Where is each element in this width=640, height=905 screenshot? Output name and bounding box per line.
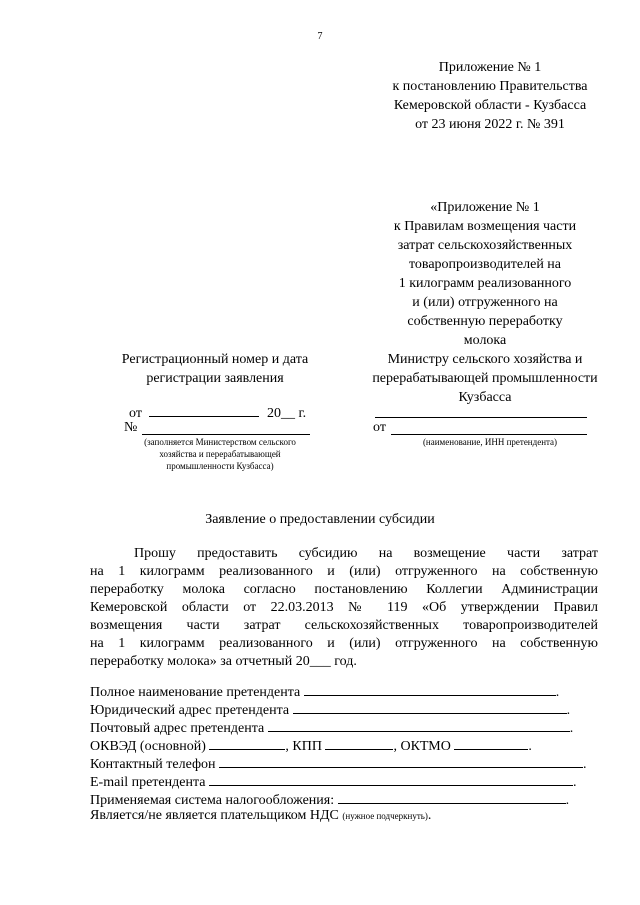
- vat-label[interactable]: Является/не является плательщиком НДС: [90, 808, 339, 823]
- registration-note-line: (заполняется Министерством сельского: [144, 437, 296, 447]
- applicant-input[interactable]: [391, 434, 587, 435]
- appendix-rules: [360, 198, 610, 350]
- field-terminator: .: [555, 685, 560, 700]
- registration-date-row: [129, 404, 306, 422]
- legal-address-label: Юридический адрес претендента: [90, 703, 290, 718]
- field-vat: [90, 808, 431, 824]
- phone-label: Контактный телефон: [90, 757, 216, 772]
- addressee-line: Министру сельского хозяйства и: [387, 352, 583, 367]
- addressee-line: Кузбасса: [458, 390, 512, 405]
- field-email: [90, 772, 576, 791]
- addressee: [355, 350, 615, 407]
- oktmo-input[interactable]: [454, 736, 528, 750]
- tax-system-input[interactable]: [338, 790, 566, 804]
- field-terminator: .: [528, 739, 532, 754]
- body-line: на 1 килограмм реализованного и (или) отгруженного на собственную: [90, 636, 598, 651]
- appendix-header-line: Кемеровской области - Кузбасса: [393, 98, 587, 113]
- addressee-blank-line[interactable]: [375, 417, 587, 418]
- oktmo-label: , ОКТМО: [393, 739, 451, 754]
- body-line: переработку молока» за отчетный 20___ год.: [90, 654, 357, 669]
- kpp-input[interactable]: [325, 736, 393, 750]
- postal-address-label: Почтовый адрес претендента: [90, 721, 265, 736]
- field-terminator: .: [566, 703, 571, 718]
- field-terminator: .: [569, 721, 574, 736]
- registration-note: [115, 436, 325, 472]
- appendix-rules-line: затрат сельскохозяйственных: [397, 238, 573, 253]
- kpp-label: , КПП: [285, 739, 322, 754]
- field-terminator: .: [427, 808, 432, 823]
- registration-heading-line: регистрации заявления: [146, 371, 284, 386]
- field-codes: [90, 736, 532, 755]
- appendix-rules-line: к Правилам возмещения части: [393, 219, 577, 234]
- body-line: Прошу предоставить субсидию на возмещение части затрат: [134, 546, 598, 561]
- date-input[interactable]: [149, 404, 259, 417]
- appendix-rules-line: товаропроизводителей на: [408, 257, 562, 272]
- application-body: [90, 545, 598, 671]
- appendix-rules-line: «Приложение № 1: [430, 200, 540, 215]
- tax-system-label: Применяемая система налогообложения:: [90, 793, 335, 808]
- okved-label: ОКВЭД (основной): [90, 739, 206, 754]
- legal-address-input[interactable]: [293, 700, 567, 714]
- appendix-rules-line: и (или) отгруженного на: [412, 295, 558, 310]
- appendix-header-line: к постановлению Правительства: [392, 79, 588, 94]
- appendix-rules-line: собственную переработку: [407, 314, 563, 329]
- body-line: Кемеровской области от 22.03.2013 № 119 «Об утверждении Правил: [90, 600, 598, 615]
- okved-input[interactable]: [209, 736, 285, 750]
- number-input[interactable]: [142, 434, 310, 435]
- registration-note-line: хозяйства и перерабатывающей: [159, 449, 281, 459]
- postal-address-input[interactable]: [268, 718, 570, 732]
- number-label: №: [124, 420, 138, 435]
- field-tax-system: [90, 790, 569, 809]
- from-label: от: [129, 406, 142, 421]
- body-line: переработку молока согласно постановлению Коллегии Администрации: [90, 582, 598, 597]
- vat-note: (нужное подчеркнуть): [342, 811, 428, 821]
- page-number: 7: [317, 31, 323, 42]
- full-name-input[interactable]: [304, 682, 556, 696]
- field-phone: [90, 754, 587, 773]
- field-terminator: .: [572, 775, 577, 790]
- addressee-note: (наименование, ИНН претендента): [422, 437, 558, 447]
- appendix-header: [350, 58, 630, 134]
- field-terminator: .: [565, 793, 570, 808]
- field-terminator: .: [583, 757, 587, 772]
- email-label: E-mail претендента: [90, 775, 206, 790]
- phone-input[interactable]: [219, 754, 583, 768]
- document-title: Заявление о предоставлении субсидии: [205, 512, 435, 527]
- registration-note-line: промышленности Кузбасса): [166, 461, 274, 471]
- addressee-line: перерабатывающей промышленности: [372, 371, 598, 386]
- registration-heading-line: Регистрационный номер и дата: [121, 352, 309, 367]
- year-label: 20__ г.: [266, 406, 307, 421]
- appendix-rules-line: молока: [463, 333, 507, 348]
- appendix-header-line: Приложение № 1: [438, 60, 542, 75]
- registration-heading: [100, 350, 330, 388]
- full-name-label: Полное наименование претендента: [90, 685, 301, 700]
- field-postal-address: [90, 718, 573, 737]
- body-line: возмещения части затрат сельскохозяйственных товаропроизводителей: [90, 618, 598, 633]
- appendix-rules-line: 1 килограмм реализованного: [398, 276, 572, 291]
- appendix-header-line: от 23 июня 2022 г. № 391: [415, 117, 565, 132]
- field-full-name: [90, 682, 559, 701]
- body-line: на 1 килограмм реализованного и (или) отгруженного на собственную: [90, 564, 598, 579]
- field-legal-address: [90, 700, 570, 719]
- email-input[interactable]: [209, 772, 573, 786]
- addressee-from-label: от: [373, 420, 386, 435]
